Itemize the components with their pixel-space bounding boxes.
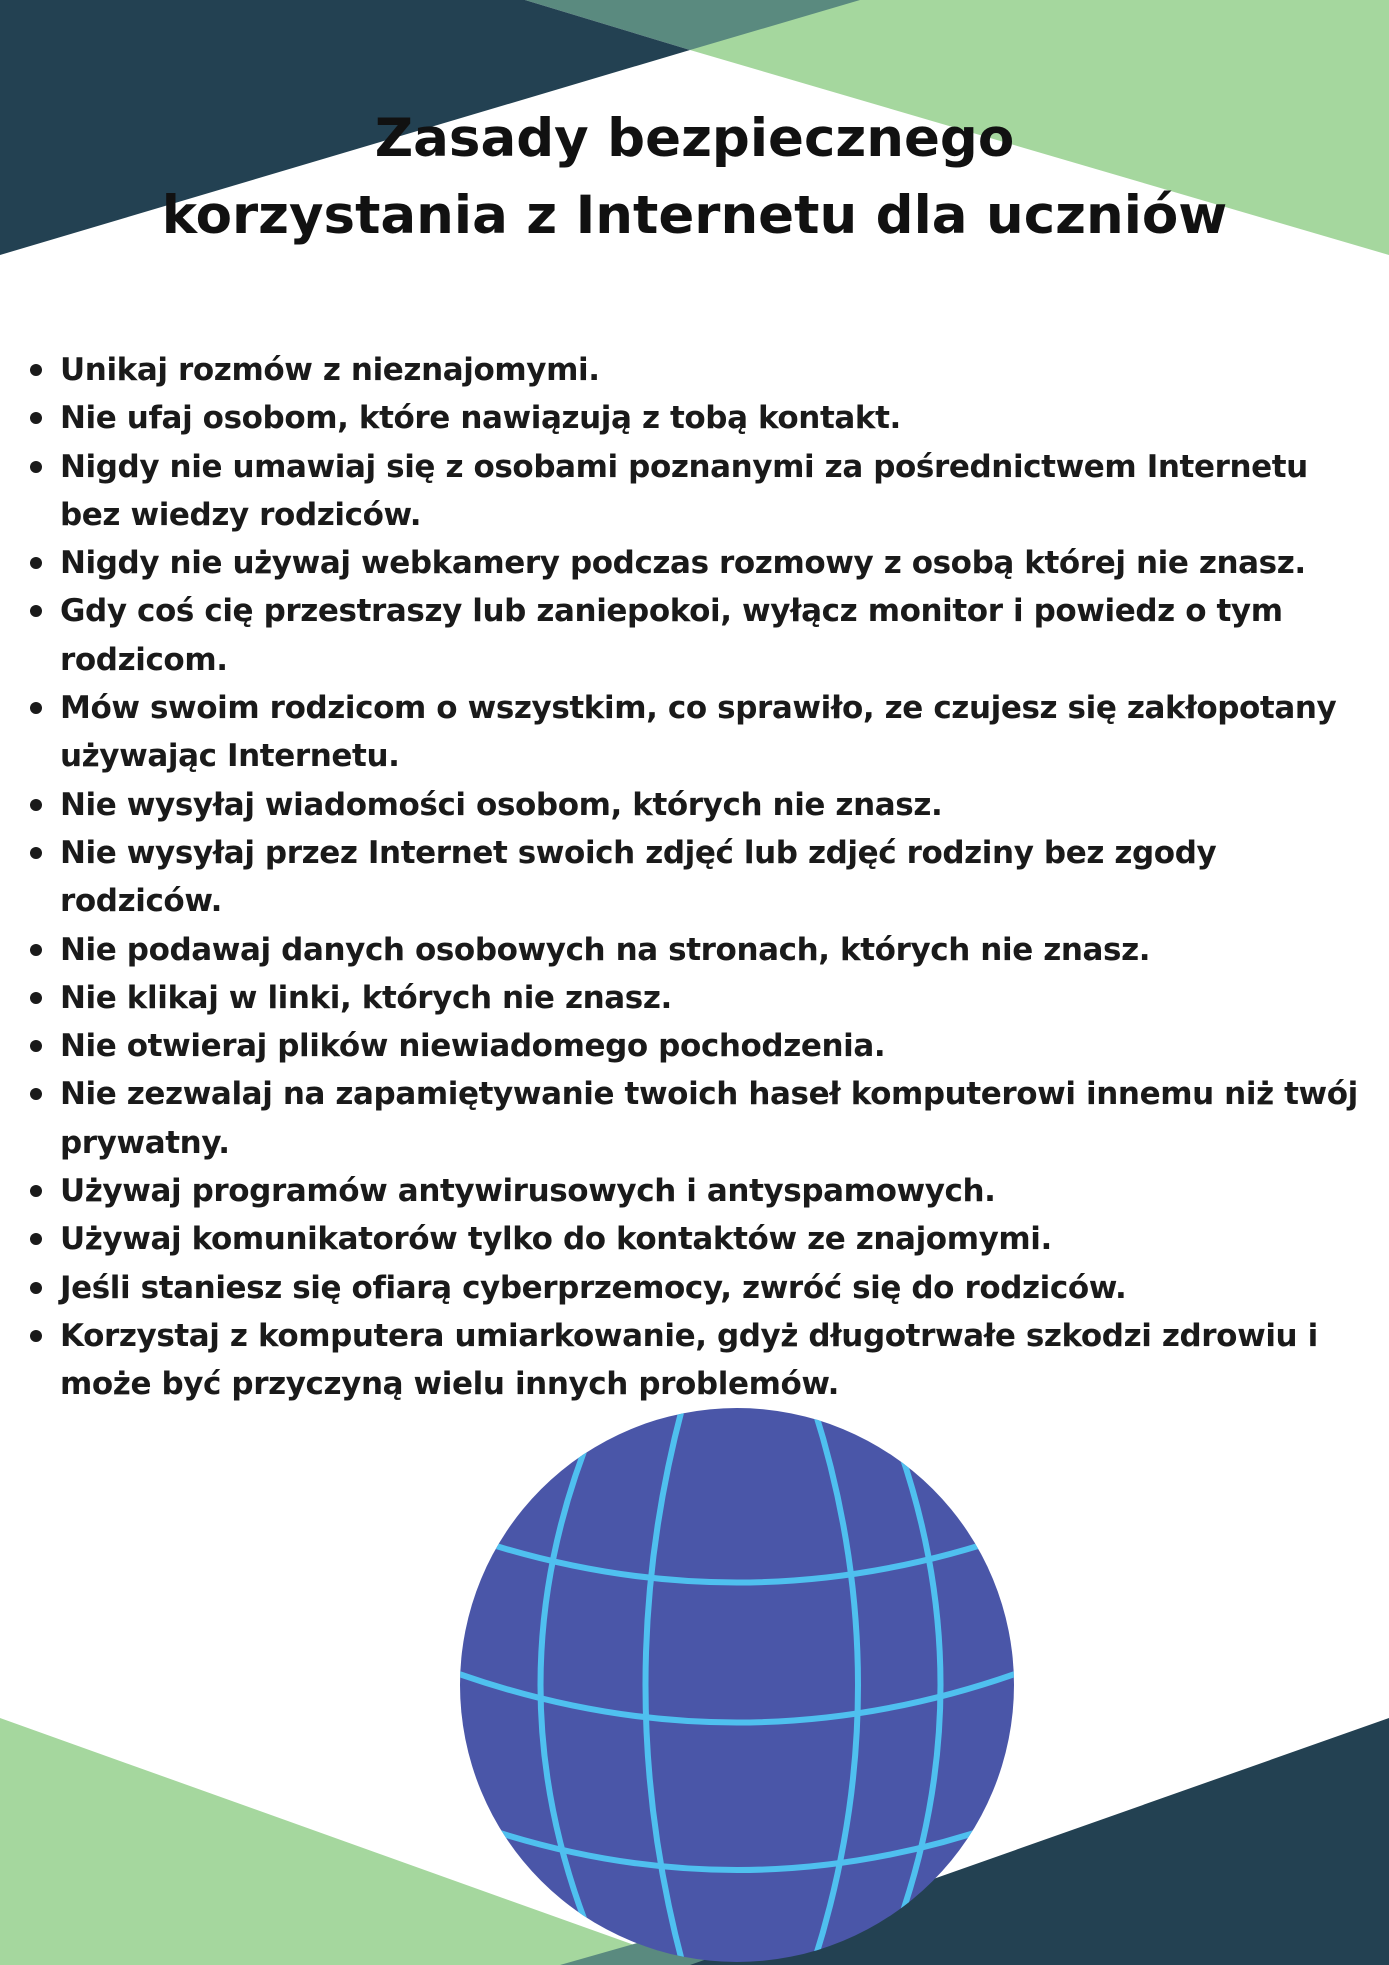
- list-item: Nie otwieraj plików niewiadomego pochodzenia.: [26, 1022, 1376, 1070]
- list-item: Mów swoim rodzicom o wszystkim, co sprawiło, ze czujesz się zakłopotany używając Internetu.: [26, 684, 1376, 781]
- page-title: [0, 100, 1389, 254]
- list-item: Nigdy nie umawiaj się z osobami poznanymi za pośrednictwem Internetu bez wiedzy rodziców.: [26, 443, 1376, 540]
- safety-rules-list: [26, 346, 1376, 1409]
- list-item: Jeśli staniesz się ofiarą cyberprzemocy, zwróć się do rodziców.: [26, 1264, 1376, 1312]
- list-item: Nie klikaj w linki, których nie znasz.: [26, 974, 1376, 1022]
- list-item: Unikaj rozmów z nieznajomymi.: [26, 346, 1376, 394]
- list-item: Używaj komunikatorów tylko do kontaktów ze znajomymi.: [26, 1215, 1376, 1263]
- list-item: Nie podawaj danych osobowych na stronach, których nie znasz.: [26, 926, 1376, 974]
- globe-icon: [458, 1405, 1016, 1965]
- list-item: Nie wysyłaj przez Internet swoich zdjęć lub zdjęć rodziny bez zgody rodziców.: [26, 829, 1376, 926]
- list-item: Nie ufaj osobom, które nawiązują z tobą kontakt.: [26, 394, 1376, 442]
- list-item: Gdy coś cię przestraszy lub zaniepokoi, wyłącz monitor i powiedz o tym rodzicom.: [26, 587, 1376, 684]
- list-item: Nigdy nie używaj webkamery podczas rozmowy z osobą której nie znasz.: [26, 539, 1376, 587]
- list-item: Nie wysyłaj wiadomości osobom, których nie znasz.: [26, 781, 1376, 829]
- list-item: Nie zezwalaj na zapamiętywanie twoich haseł komputerowi innemu niż twój prywatny.: [26, 1070, 1376, 1167]
- list-item: Używaj programów antywirusowych i antyspamowych.: [26, 1167, 1376, 1215]
- list-item: Korzystaj z komputera umiarkowanie, gdyż długotrwałe szkodzi zdrowiu i może być przyczyną wielu innych problemów.: [26, 1312, 1376, 1409]
- title-line-1: Zasady bezpiecznego: [374, 108, 1015, 169]
- title-line-2: korzystania z Internetu dla uczniów: [161, 185, 1228, 246]
